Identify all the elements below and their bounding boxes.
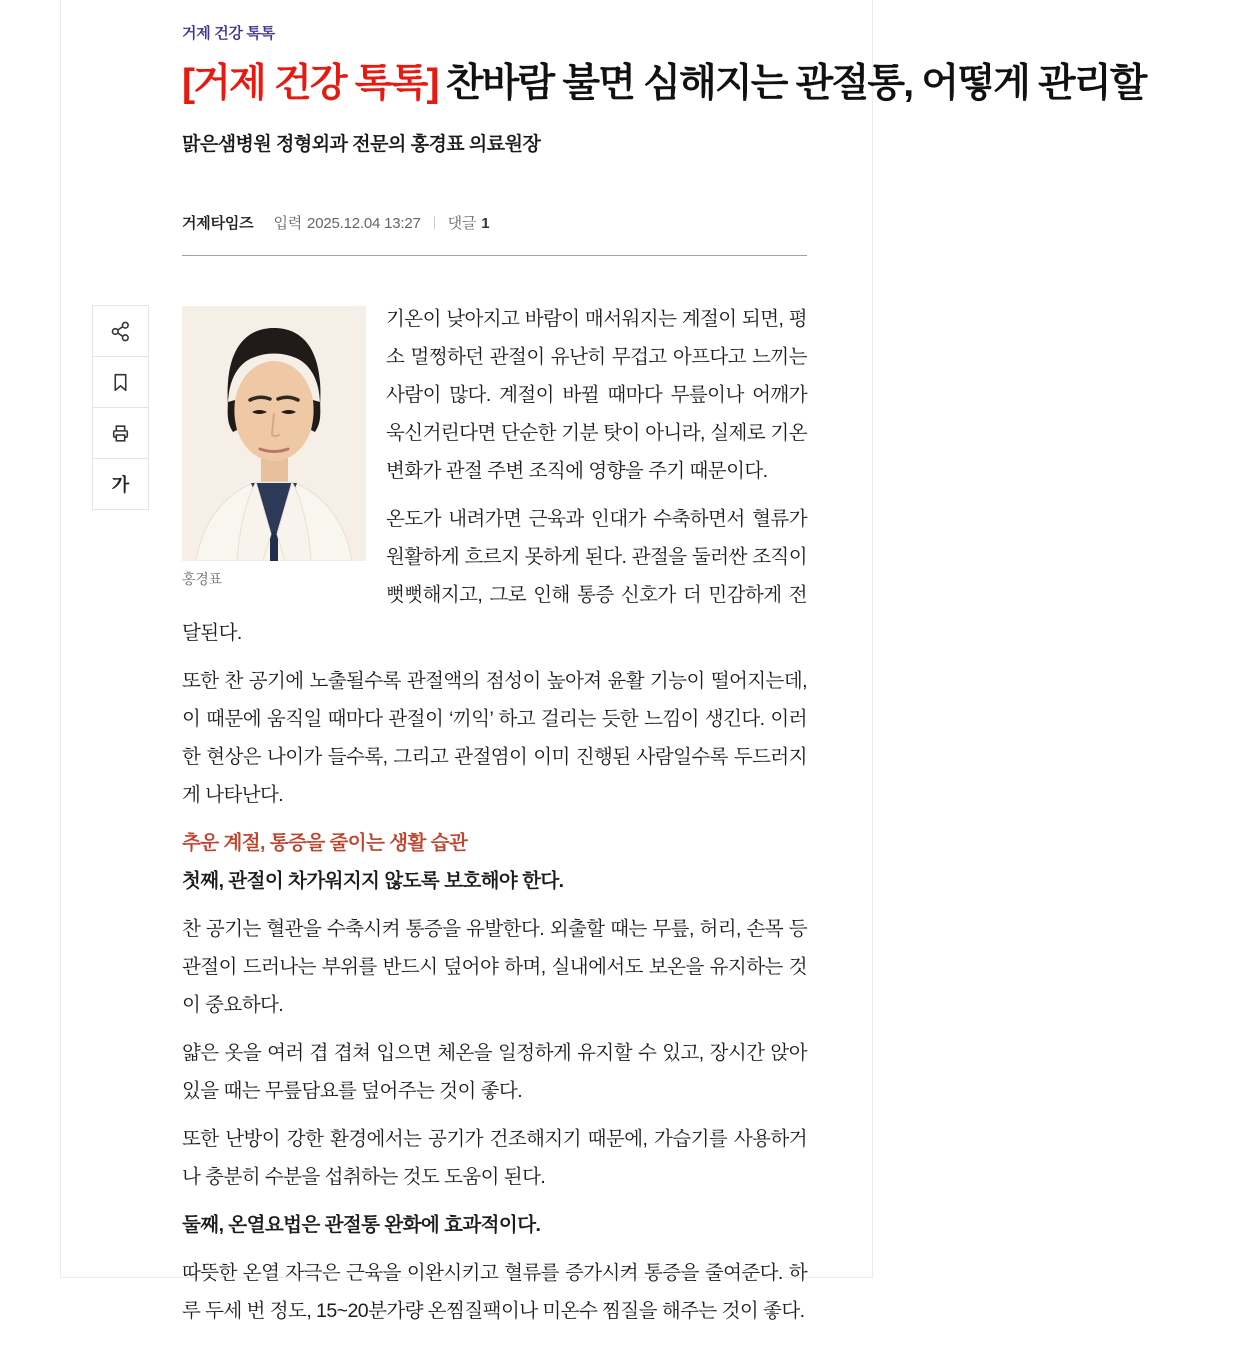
comments-count: 1 [481, 215, 490, 232]
article-header [61, 0, 1146, 256]
byline [182, 212, 872, 233]
font-size-button[interactable]: 가 [92, 458, 149, 510]
paragraph-1: 기온이 낮아지고 바람이 매서워지는 계절이 되면, 평소 멀쩡하던 관절이 유난히 무겁고 아프다고 느끼는 사람이 많다. 계절이 바뀔 때마다 무릎이나 어깨가 욱신거린다면 단순한 기분 탓이 아니라, 실제로 기온 변화가 관절 주변 조직에 영향을 주기 때문이다. [386, 308, 807, 482]
point-1: 첫째, 관절이 차가워지지 않도록 보호해야 한다. [182, 870, 564, 892]
source-name[interactable]: 거제타임즈 [182, 215, 254, 232]
category-link[interactable]: 거제 건강 톡톡 [182, 25, 275, 42]
bookmark-button[interactable] [92, 356, 149, 408]
paragraph-7: 따뜻한 온열 자극은 근육을 이완시키고 혈류를 증가시켜 통증을 줄여준다. 하루 두세 번 정도, 15~20분가량 온찜질팩이나 미온수 찜질을 해주는 것이 좋다. [182, 1262, 807, 1322]
share-icon [109, 320, 132, 343]
paragraph-3: 또한 찬 공기에 노출될수록 관절액의 점성이 높아져 윤활 기능이 떨어지는데, 이 때문에 움직일 때마다 관절이 ‘끼익’ 하고 걸리는 듯한 느낌이 생긴다. 이러한 현상은 나이가 들수록, 그리고 관절염이 이미 진행된 사람일수록 두드러지게 나타난다. [182, 670, 807, 806]
point-2: 둘째, 온열요법은 관절통 완화에 효과적이다. [182, 1214, 541, 1236]
share-button[interactable] [92, 305, 149, 357]
article-body [182, 300, 807, 1330]
comments-link[interactable] [448, 212, 490, 233]
paragraph-5: 얇은 옷을 여러 겹 겹쳐 입으면 체온을 일정하게 유지할 수 있고, 장시간 앉아 있을 때는 무릎담요를 덮어주는 것이 좋다. [182, 1042, 807, 1102]
title-highlight: [거제 건강 톡톡] [182, 62, 438, 105]
doctor-photo [182, 306, 366, 561]
section-heading: 추운 계절, 통증을 줄이는 생활 습관 [182, 832, 468, 854]
byline-rule [182, 255, 807, 256]
comments-label: 댓글 [447, 215, 477, 232]
paragraph-2: 온도가 내려가면 근육과 인대가 수축하면서 혈류가 원활하게 흐르지 못하게 된다. 관절을 둘러싼 조직이 뻣뻣해지고, 그로 인해 통증 신호가 더 민감하게 전달된다. [182, 508, 807, 644]
publish-time [273, 212, 420, 233]
paragraph-6: 또한 난방이 강한 환경에서는 공기가 건조해지기 때문에, 가습기를 사용하거나 충분히 수분을 섭취하는 것도 도움이 된다. [182, 1128, 807, 1188]
article-title [182, 60, 1146, 107]
title-text: 찬바람 불면 심해지는 관절통, 어떻게 관리할 [445, 62, 1146, 105]
article-card [60, 0, 1146, 1322]
printer-icon [109, 422, 132, 445]
article-subtitle: 맑은샘병원 정형외과 전문의 홍경표 의료원장 [182, 134, 541, 155]
byline-divider [434, 216, 435, 229]
print-button[interactable] [92, 407, 149, 459]
bookmark-icon [109, 371, 132, 394]
publish-label: 입력 [273, 215, 303, 232]
paragraph-4: 찬 공기는 혈관을 수축시켜 통증을 유발한다. 외출할 때는 무릎, 허리, 손목 등 관절이 드러나는 부위를 반드시 덮어야 하며, 실내에서도 보온을 유지하는 것이 중요하다. [182, 918, 807, 1016]
photo-caption: 홍경표 [182, 571, 222, 587]
article-figure [182, 306, 366, 589]
publish-datetime: 2025.12.04 13:27 [307, 215, 421, 232]
side-toolbar [92, 305, 149, 510]
